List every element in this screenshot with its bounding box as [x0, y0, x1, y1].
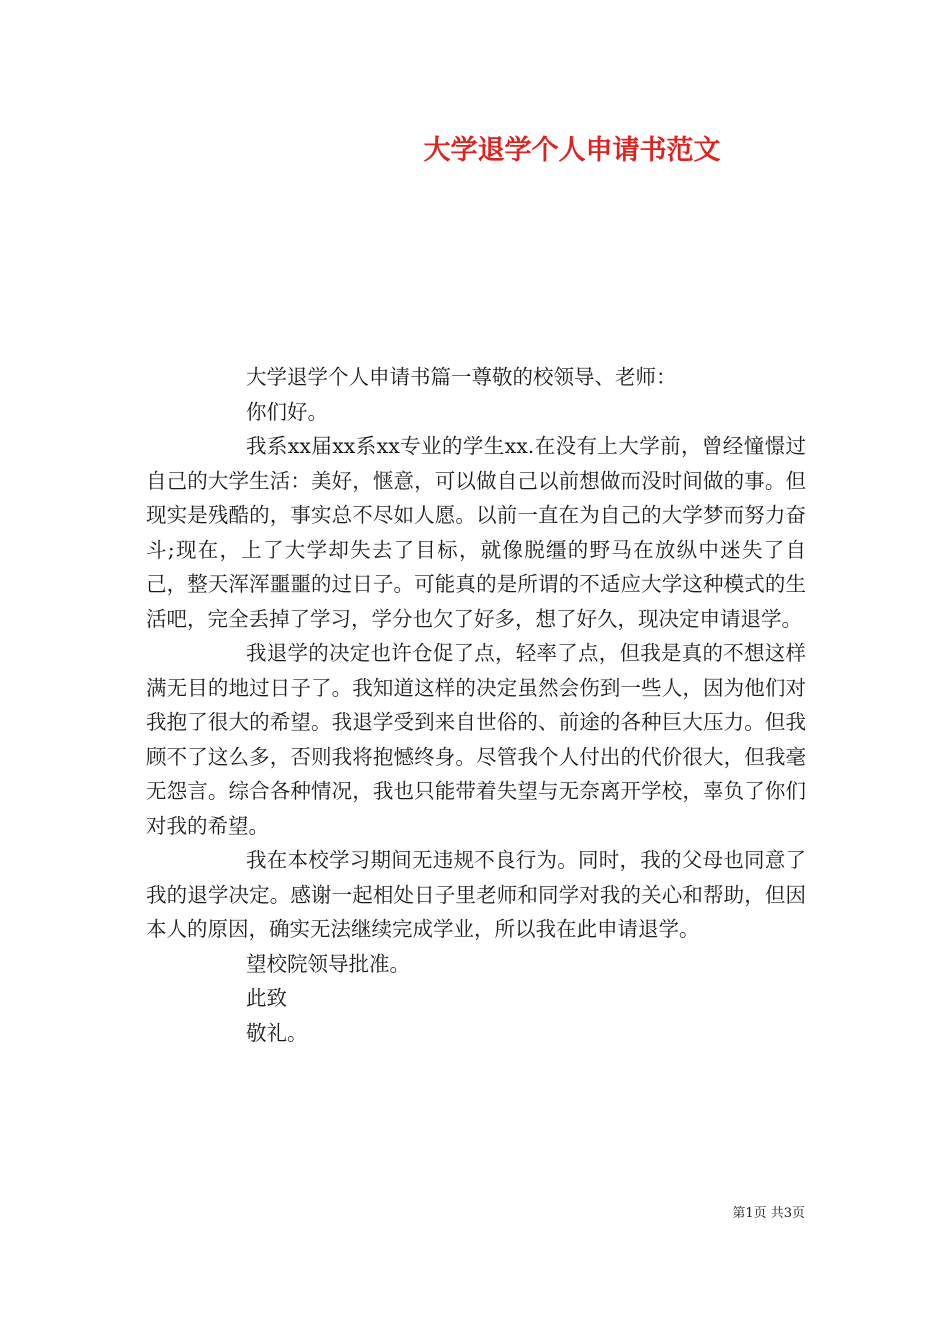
- document-title: 大学退学个人申请书范文: [423, 135, 721, 166]
- paragraph-decision: 我退学的决定也许仓促了点，轻率了点，但我是真的不想这样满无目的地过日子了。我知道这样的决定虽然会伤到一些人，因为他们对我抱了很大的希望。我退学受到来自世俗的、前途的各种巨大压力。但我顾不了这么多，否则我将抱憾终身。尽管我个人付出的代价很大，但我毫无怨言。综合各种情况，我也只能带着失望与无奈离开学校，辜负了你们对我的希望。: [146, 641, 806, 838]
- paragraph-salutation: 大学退学个人申请书篇一尊敬的校领导、老师：: [246, 365, 677, 389]
- paragraph-regards: 敬礼。: [246, 1020, 308, 1045]
- paragraph-request: 望校院领导批准。: [246, 951, 410, 976]
- paragraph-closing: 此致: [246, 986, 287, 1010]
- paragraph-background: 我系xx届xx系xx专业的学生xx.在没有上大学前，曾经憧憬过自己的大学生活：美好，惬意，可以做自己以前想做而没时间做的事。但现实是残酷的，事实总不尽如人愿。以前一直在为自己的大学梦而努力奋斗;现在，上了大学却失去了目标，就像脱缰的野马在放纵中迷失了自己，整天浑浑噩噩的过日子。可能真的是所谓的不适应大学这种模式的生活吧，完全丢掉了学习，学分也欠了好多，想了好久，现决定申请退学。: [146, 434, 806, 631]
- page-number: 第1页 共3页: [732, 1206, 805, 1221]
- paragraph-greeting: 你们好。: [246, 399, 328, 424]
- document-body: [146, 360, 806, 1050]
- paragraph-conduct: 我在本校学习期间无违规不良行为。同时，我的父母也同意了我的退学决定。感谢一起相处日子里老师和同学对我的关心和帮助，但因本人的原因，确实无法继续完成学业，所以我在此申请退学。: [146, 848, 806, 941]
